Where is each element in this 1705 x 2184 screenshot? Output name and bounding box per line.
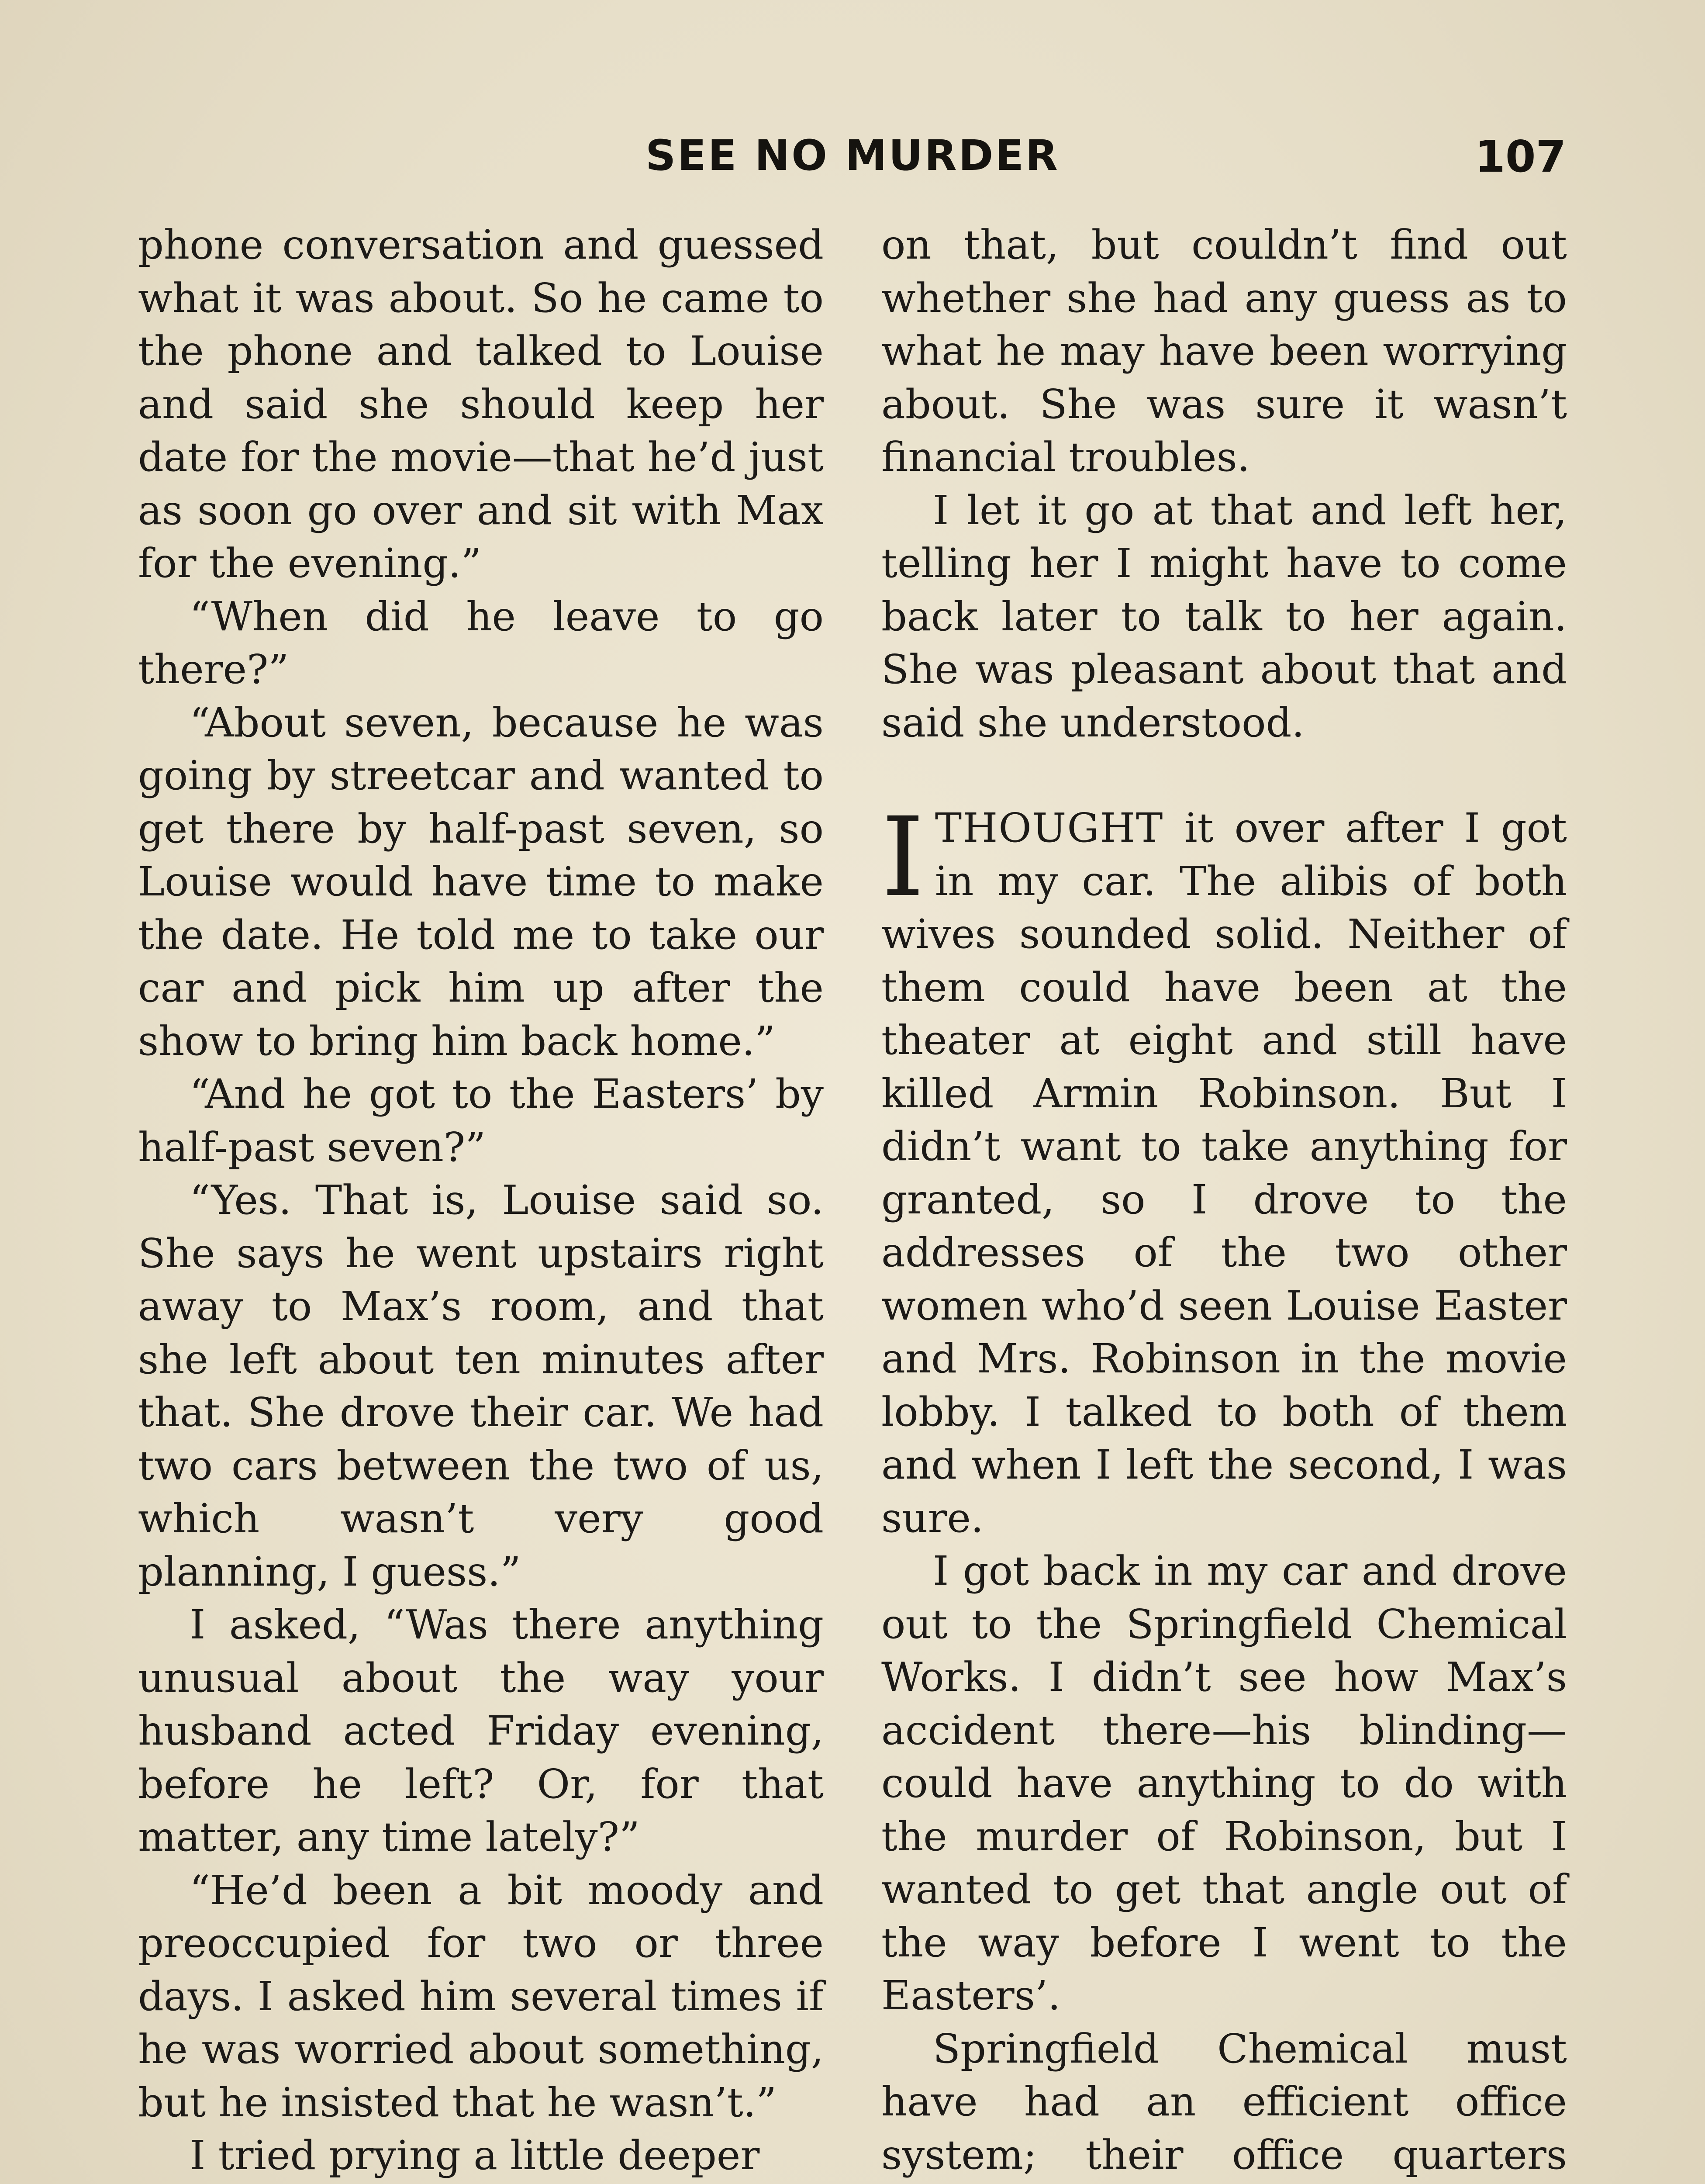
paragraph-text: it over after I got in my car. The alibis of both wives sounded solid. Neither of them could have been at the theater at eight and still have killed Armin Robinson. But I didn’t want to take anything for granted, so I drove to the addresses of the two other women who’d seen Louise Easter and Mrs. Robinson in the movie lobby. I talked to both of them and when I left the second, I was sure.	[881, 805, 1567, 1541]
paragraph: “He’d been a bit moody and preoccupied for two or three days. I asked him several times if he was worried about something, but he insisted that he wasn’t.”	[138, 1866, 824, 2126]
left-column	[138, 218, 824, 2182]
paragraph: I asked, “Was there anything unusual about the way your husband acted Friday evening, before he left? Or, for that matter, any time lately?”	[138, 1601, 824, 1860]
drop-cap-lead-word: THOUGHT	[935, 805, 1164, 851]
paragraph: “When did he leave to go there?”	[138, 593, 824, 693]
running-title: SEE NO MURDER	[645, 131, 1060, 180]
paragraph: I tried prying a little deeper	[190, 2132, 760, 2179]
drop-cap-letter: I	[881, 794, 925, 921]
paragraph: phone conversation and guessed what it was about. So he came to the phone and talked to Louise and said she should keep her date for the movie—that he’d just as soon go over and sit with Max for the evening.”	[138, 221, 824, 587]
paragraph: “Yes. That is, Louise said so. She says he went upstairs right away to Max’s room, and that she left about ten minutes after that. She drove their car. We had two cars between the two of us, which wasn’t very good planning, I guess.”	[138, 1177, 824, 1595]
paragraph: I let it go at that and left her, telling her I might have to come back later to talk to her again. She was pleasant about that and said she understood.	[881, 487, 1567, 746]
drop-cap-paragraph	[881, 794, 1567, 1545]
paragraph: Springfield Chemical must have had an efficient office system; their office quarters	[881, 2025, 1567, 2178]
paragraph: “About seven, because he was going by streetcar and wanted to get there by half-past seven, so Louise would have time to make the date. He told me to take our car and pick him up after the show to bring him back home.”	[138, 699, 824, 1064]
page-number: 107	[1475, 131, 1566, 182]
section-break	[881, 749, 1567, 802]
paragraph: on that, but couldn’t find out whether she had any guess as to what he may have been worrying about. She was sure it wasn’t financial troubles.	[881, 221, 1567, 480]
paragraph: “And he got to the Easters’ by half-past seven?”	[138, 1071, 824, 1171]
right-column	[881, 218, 1567, 2184]
paragraph: I got back in my car and drove out to the Springfield Chemical Works. I didn’t see how Max’s accident there—his blinding—could have anything to do with the murder of Robinson, but I wanted to get that angle out of the way before I went to the Easters’.	[881, 1548, 1567, 2019]
